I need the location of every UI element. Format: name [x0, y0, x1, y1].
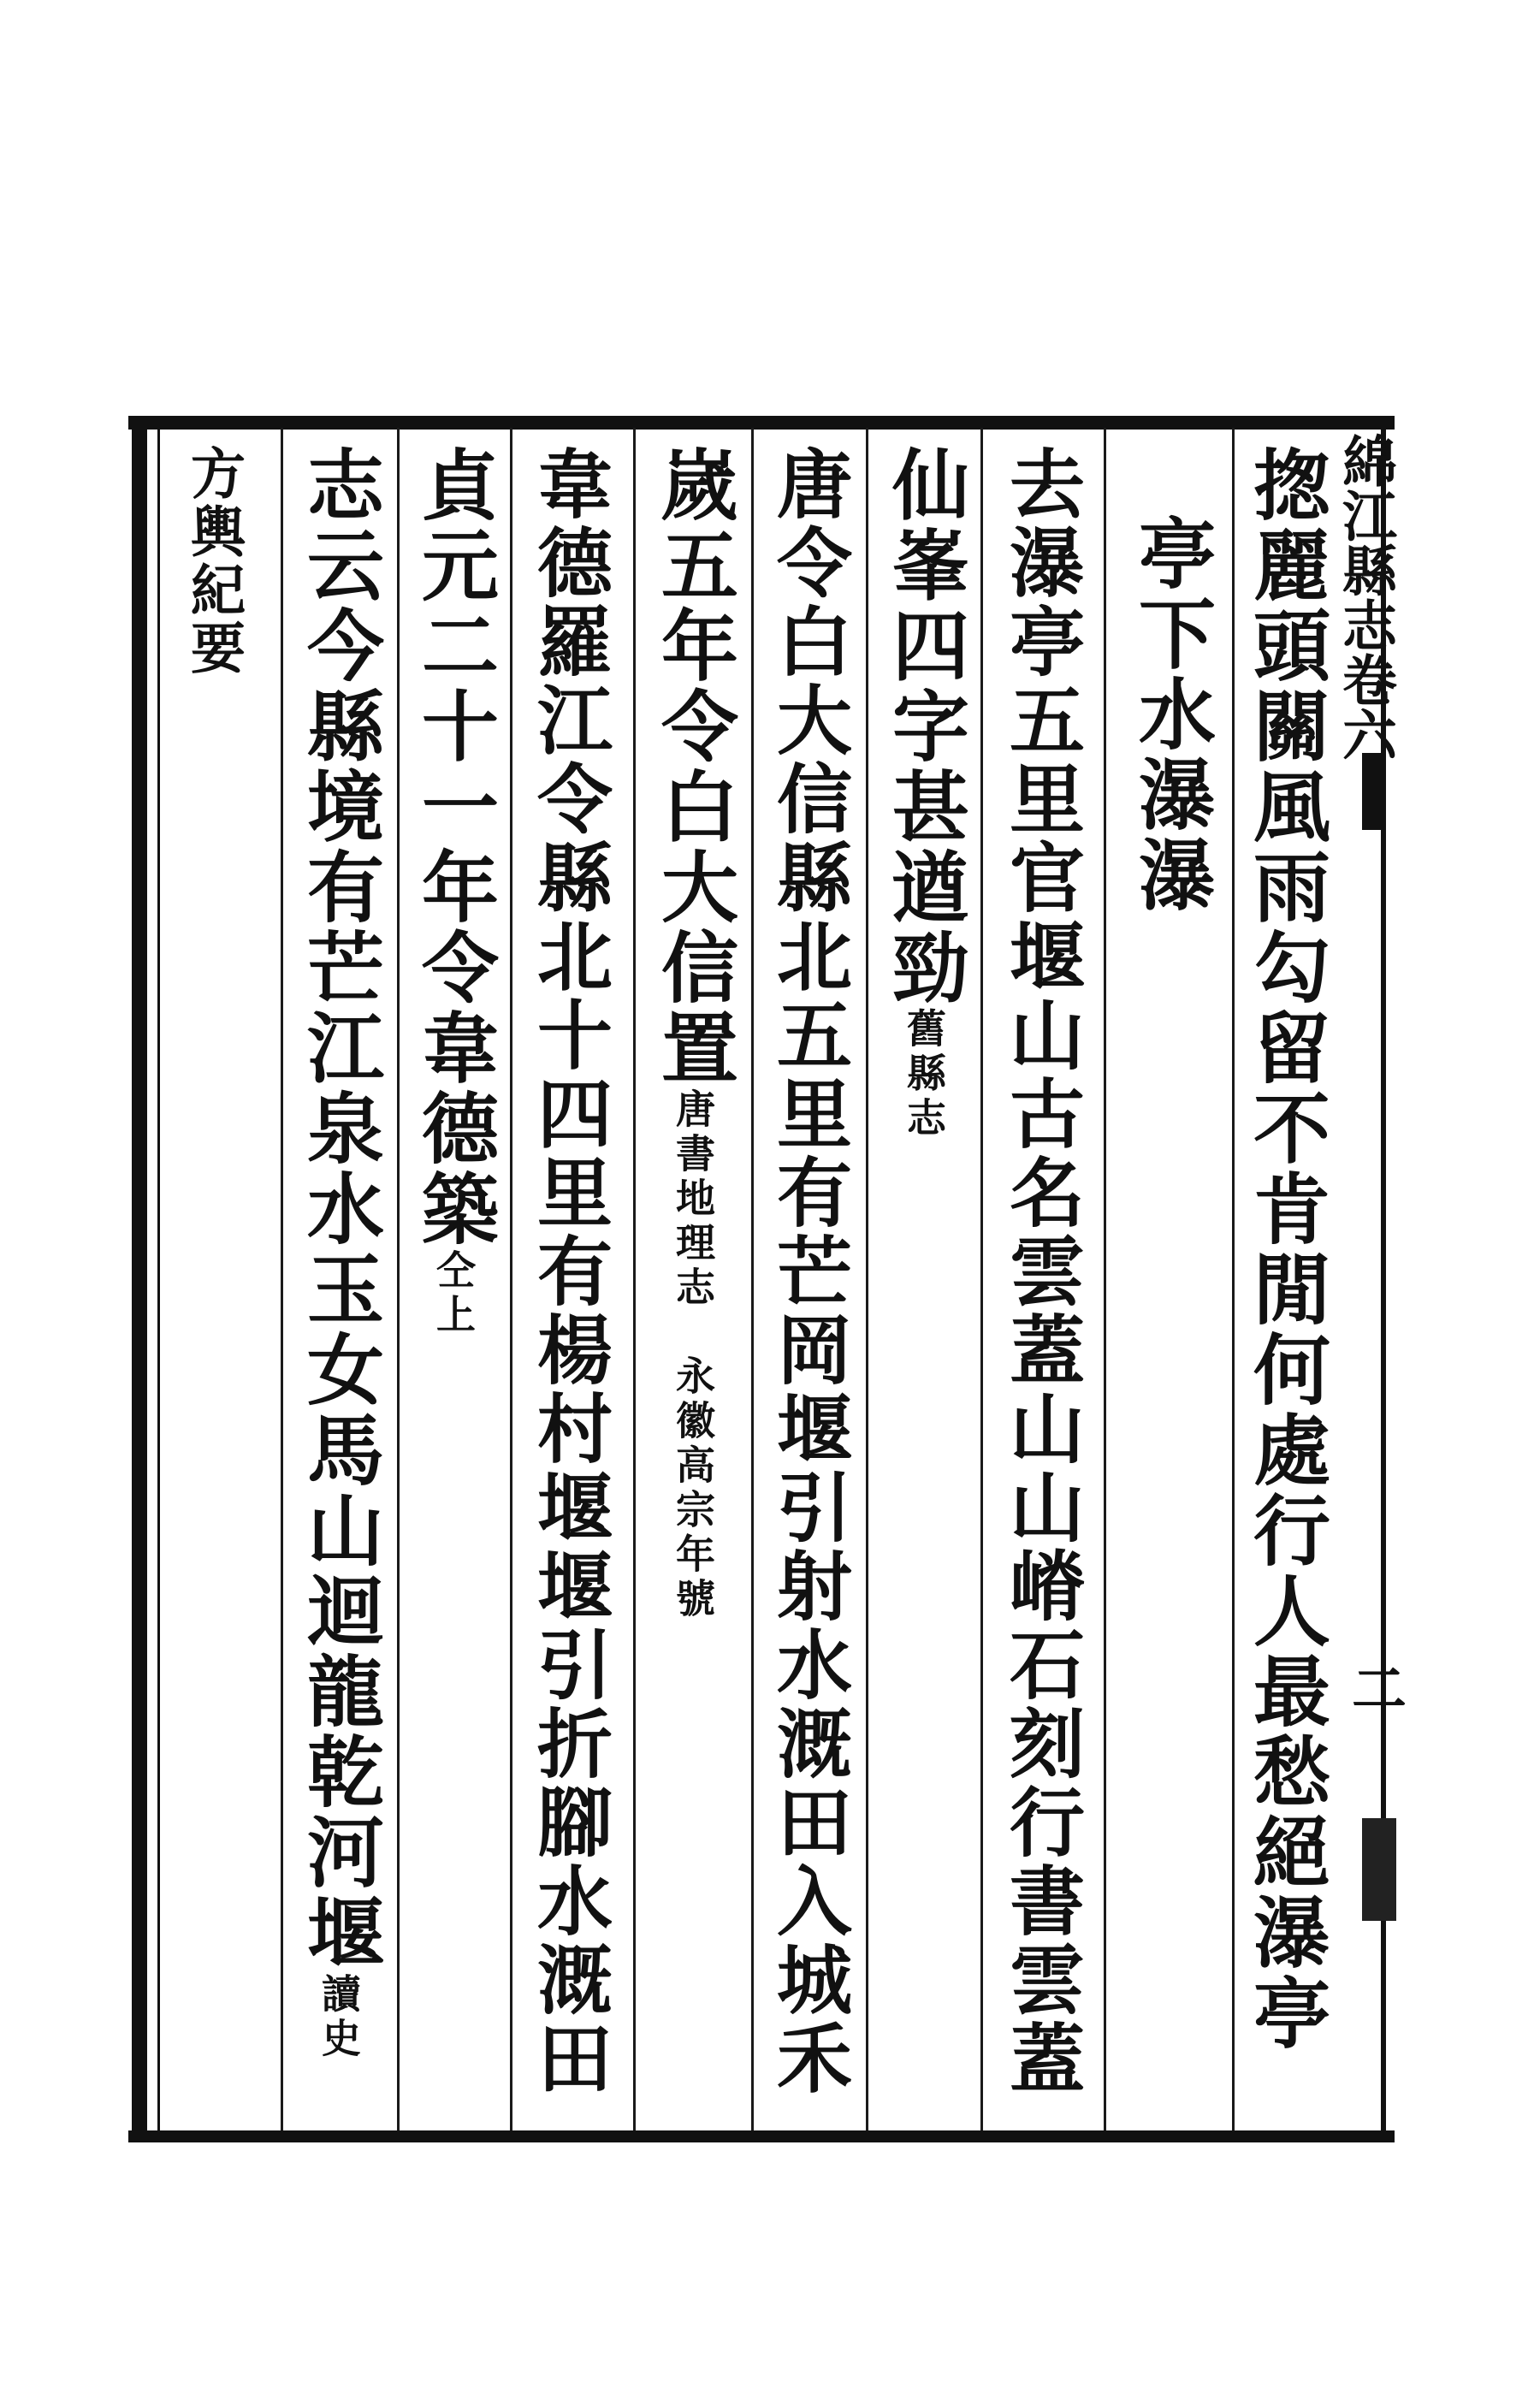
column-main-text: 亭下水瀑瀑: [1125, 513, 1216, 916]
column-separator: [751, 428, 754, 2130]
column-main-text: 韋德羅江令縣北十四里有楊村堰堰引折腳水溉田: [525, 445, 614, 2098]
frame-left-inner-line: [157, 428, 160, 2134]
column-main-text: 唐令白大信縣北五里有芒岡堰引射水溉田入城禾: [765, 445, 854, 2098]
column-separator: [1104, 428, 1106, 2130]
text-column-8: [408, 445, 499, 1338]
column-separator: [633, 428, 636, 2130]
page-edge-mark: [1362, 1818, 1396, 1921]
column-annotation: 仝上: [430, 1249, 477, 1338]
column-separator: [281, 428, 283, 2130]
book-title: 綿江縣志: [1333, 433, 1397, 652]
banxin-title: [1335, 433, 1395, 761]
fishtail-mark: [1362, 753, 1381, 830]
text-column-9: [293, 445, 384, 2062]
column-separator: [510, 428, 512, 2130]
column-annotation: 舊縣志: [901, 1008, 947, 1141]
text-column-1: [1242, 445, 1328, 2053]
column-annotation: 讀史: [316, 1973, 362, 2062]
text-column-5: [767, 445, 852, 2098]
text-column-7: [527, 445, 613, 2098]
column-separator: [1232, 428, 1235, 2130]
column-annotation: 唐書地理志 永徽高宗年號: [670, 1088, 716, 1622]
column-main-text: 揔麗頭關風雨勾留不肯閒何處行人最愁絕瀑亭: [1240, 445, 1330, 2053]
column-main-text: 仙峯四字甚遒勁: [879, 445, 969, 1008]
text-column-6: [650, 445, 736, 1622]
text-column-2: [1125, 513, 1216, 916]
column-separator: [980, 428, 983, 2130]
page-number: 二: [1342, 1660, 1407, 1715]
frame-top-border: [128, 416, 1395, 430]
text-column-10: [181, 445, 246, 678]
column-main-text: 貞元二十一年令韋德築: [408, 445, 499, 1249]
text-column-3: [999, 445, 1085, 2098]
column-main-text: 志云今縣境有芒江泉水玉女馬山迴龍乾河堰: [293, 445, 384, 1973]
frame-bottom-border: [128, 2130, 1395, 2142]
text-column-4: [881, 445, 967, 1141]
column-separator: [866, 428, 868, 2130]
column-main-text: 去瀑亭五里官堰山古名雲蓋山山嵴石刻行書雲蓋: [998, 445, 1087, 2098]
column-main-text: 嵗五年令白大信置: [648, 445, 738, 1088]
volume-label: 卷六: [1333, 652, 1397, 761]
frame-left-border: [132, 416, 147, 2142]
column-separator: [397, 428, 400, 2130]
column-main-text: 方輿紀要: [181, 445, 246, 678]
